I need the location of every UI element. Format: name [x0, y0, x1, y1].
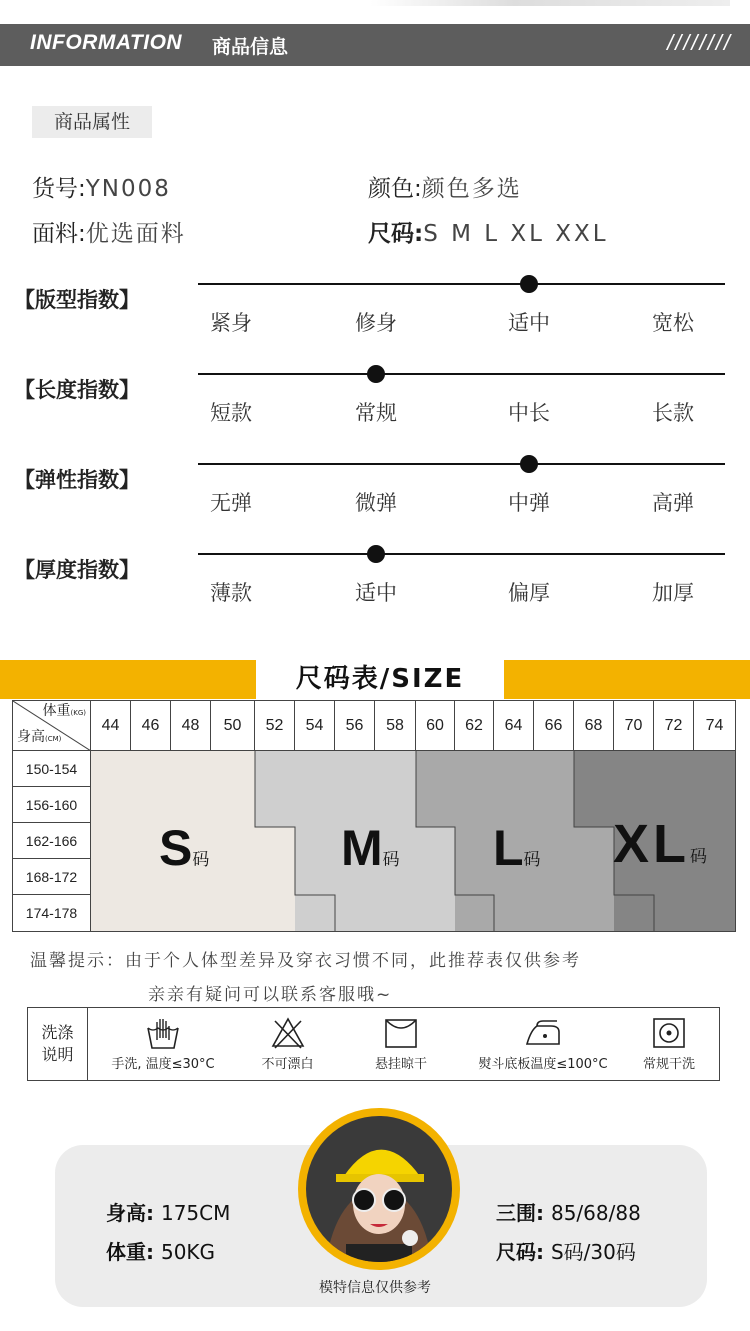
- zone-l-label: L码: [493, 820, 541, 876]
- wash-item-dry-clean: 常规干洗: [624, 1008, 714, 1080]
- height-cell: 150-154: [13, 751, 91, 787]
- tip-line-1: 温馨提示：由于个人体型差异及穿衣习惯不同，此推荐表仅供参考: [30, 951, 581, 971]
- wash-item-hang-dry: 悬挂晾干: [346, 1008, 456, 1080]
- weight-cell: 74: [694, 701, 735, 751]
- index-marker: [520, 275, 538, 293]
- dry-clean-icon: [651, 1016, 687, 1050]
- model-size: 尺码: S码/30码: [496, 1240, 636, 1264]
- index-label: 【版型指数】: [14, 288, 140, 312]
- index-option: 中弹: [508, 491, 550, 515]
- index-option: 高弹: [652, 491, 694, 515]
- height-cell: 156-160: [13, 787, 91, 823]
- index-option: 紧身: [210, 311, 252, 335]
- weight-cell: 72: [654, 701, 694, 751]
- tip-line-2: 亲亲有疑问可以联系客服哦~: [148, 985, 393, 1005]
- fabric-info: 面料:优选面料: [32, 221, 186, 247]
- weight-cell: 68: [574, 701, 614, 751]
- wash-item-iron: 熨斗底板温度≤100°C: [468, 1008, 618, 1080]
- size-table: [12, 700, 736, 932]
- hang-dry-icon: [383, 1016, 419, 1050]
- zone-s-label: S码: [159, 820, 210, 876]
- weight-cell: 52: [255, 701, 295, 751]
- weight-cell: 70: [614, 701, 654, 751]
- iron-icon: [523, 1016, 563, 1050]
- header-slashes: ////////: [667, 30, 732, 55]
- weight-cell: 48: [171, 701, 211, 751]
- top-decoration: [370, 0, 730, 6]
- index-marker: [367, 365, 385, 383]
- weight-cell: 60: [416, 701, 455, 751]
- height-cell: 168-172: [13, 859, 91, 895]
- hand-wash-icon: [145, 1016, 181, 1050]
- index-option: 微弹: [355, 491, 397, 515]
- index-marker: [520, 455, 538, 473]
- wash-item-hand: 手洗, 温度≤30°C: [98, 1008, 228, 1080]
- index-option: 长款: [652, 401, 694, 425]
- index-track: [198, 463, 725, 465]
- weight-cell: 54: [295, 701, 335, 751]
- height-cell: 162-166: [13, 823, 91, 859]
- index-track: [198, 283, 725, 285]
- index-label: 【厚度指数】: [14, 558, 140, 582]
- color-info: 颜色:颜色多选: [368, 176, 522, 202]
- model-weight: 体重: 50KG: [106, 1240, 216, 1264]
- zone-xl-step: [614, 895, 654, 931]
- index-label: 【弹性指数】: [14, 468, 140, 492]
- corner-height-label: 身高(CM): [17, 729, 62, 745]
- index-option: 短款: [210, 401, 252, 425]
- zone-l-step: [455, 895, 494, 931]
- index-option: 中长: [508, 401, 550, 425]
- size-info: 尺码:S M L XL XXL: [368, 221, 609, 247]
- index-option: 偏厚: [508, 581, 550, 605]
- index-label: 【长度指数】: [14, 378, 140, 402]
- weight-cell: 56: [335, 701, 375, 751]
- no-bleach-icon: [270, 1016, 306, 1050]
- header-cn-title: 商品信息: [212, 36, 289, 58]
- index-option: 适中: [355, 581, 397, 605]
- corner-cell: [13, 701, 91, 751]
- section-header: [0, 24, 750, 66]
- model-avatar: [306, 1116, 452, 1262]
- item-number: 货号:YN008: [32, 176, 171, 202]
- weight-cell: 58: [375, 701, 416, 751]
- model-height: 身高: 175CM: [106, 1201, 231, 1225]
- weight-cell: 62: [455, 701, 494, 751]
- zone-m-label: M码: [341, 820, 400, 876]
- index-option: 宽松: [652, 311, 694, 335]
- size-banner: [0, 660, 750, 699]
- washing-instructions: [27, 1007, 720, 1081]
- index-track: [198, 553, 725, 555]
- weight-cell: 46: [131, 701, 171, 751]
- model-measurements: 三围: 85/68/88: [496, 1201, 641, 1225]
- weight-cell: 64: [494, 701, 534, 751]
- zone-xl-label: XL码: [613, 814, 708, 874]
- index-marker: [367, 545, 385, 563]
- zone-m-step: [295, 895, 335, 931]
- weight-cell: 50: [211, 701, 255, 751]
- weight-cell: 66: [534, 701, 574, 751]
- wash-item-no-bleach: 不可漂白: [240, 1008, 335, 1080]
- model-note: 模特信息仅供参考: [319, 1280, 431, 1296]
- corner-weight-label: 体重(KG): [42, 703, 86, 719]
- header-en-title: INFORMATION: [30, 31, 183, 54]
- attributes-badge: 商品属性: [32, 106, 152, 138]
- index-option: 无弹: [210, 491, 252, 515]
- index-track: [198, 373, 725, 375]
- model-photo-icon: [306, 1116, 452, 1262]
- index-option: 适中: [508, 311, 550, 335]
- height-cell: 174-178: [13, 895, 91, 931]
- washing-title: 洗涤 说明: [28, 1008, 88, 1080]
- index-option: 加厚: [652, 581, 694, 605]
- index-option: 修身: [355, 311, 397, 335]
- index-option: 常规: [355, 401, 397, 425]
- weight-cell: 44: [91, 701, 131, 751]
- index-option: 薄款: [210, 581, 252, 605]
- size-chart-title: 尺码表/SIZE: [256, 660, 504, 699]
